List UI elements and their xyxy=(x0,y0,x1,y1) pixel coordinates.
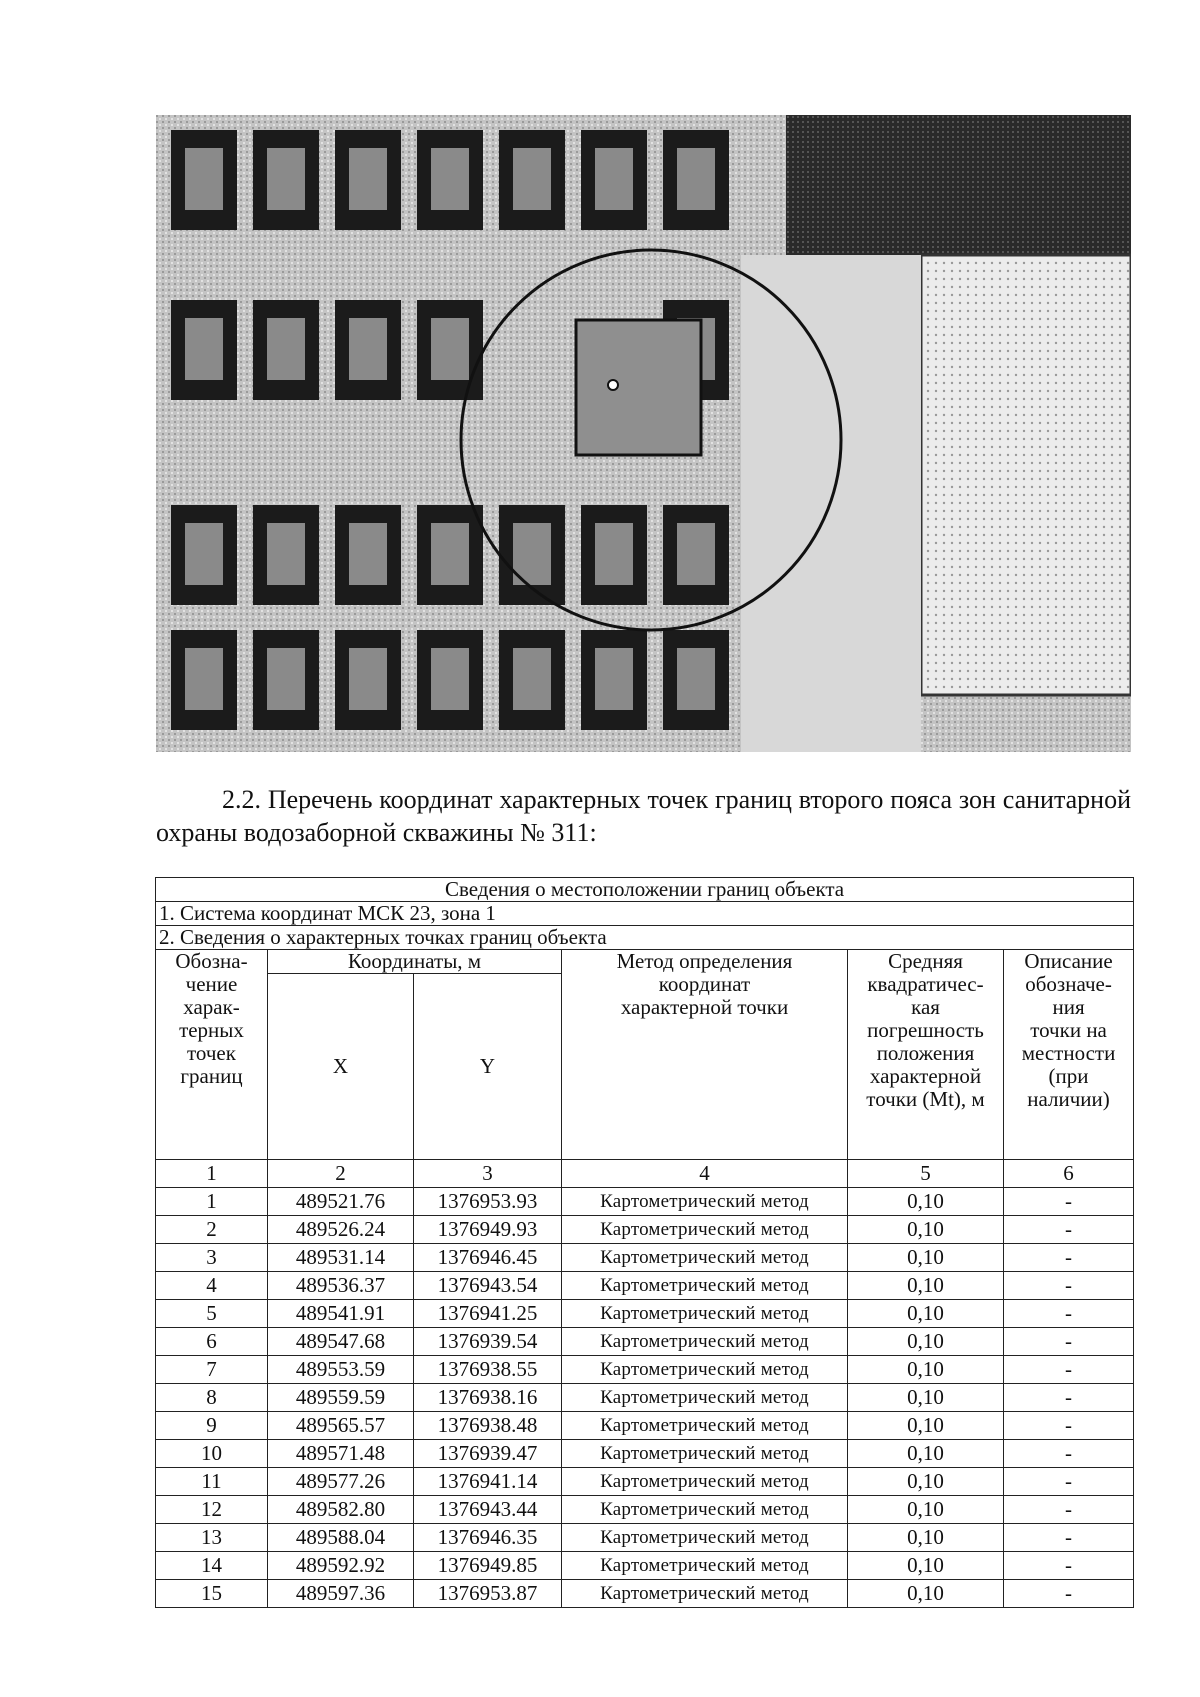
point-number: 4 xyxy=(156,1272,268,1300)
method: Картометрический метод xyxy=(562,1356,848,1384)
method: Картометрический метод xyxy=(562,1188,848,1216)
column-number: 2 xyxy=(268,1160,414,1188)
column-number: 6 xyxy=(1004,1160,1134,1188)
building-roof xyxy=(185,648,223,710)
building-roof xyxy=(431,523,469,585)
method: Картометрический метод xyxy=(562,1496,848,1524)
coord-y: 1376949.93 xyxy=(414,1216,562,1244)
building-roof xyxy=(267,318,305,380)
column-number: 1 xyxy=(156,1160,268,1188)
building-roof xyxy=(185,318,223,380)
building-roof xyxy=(267,648,305,710)
coord-y: 1376943.44 xyxy=(414,1496,562,1524)
mean-error: 0,10 xyxy=(848,1580,1004,1608)
point-number: 8 xyxy=(156,1384,268,1412)
coord-y: 1376941.25 xyxy=(414,1300,562,1328)
description: - xyxy=(1004,1384,1134,1412)
coord-y: 1376953.93 xyxy=(414,1188,562,1216)
method: Картометрический метод xyxy=(562,1384,848,1412)
method: Картометрический метод xyxy=(562,1468,848,1496)
description: - xyxy=(1004,1300,1134,1328)
table-row xyxy=(156,1552,1134,1580)
point-number: 10 xyxy=(156,1440,268,1468)
point-number: 6 xyxy=(156,1328,268,1356)
building-roof xyxy=(267,523,305,585)
header-description: Описание обозначе- ния точки на местности (при наличии) xyxy=(1004,950,1134,1160)
header-x: X xyxy=(268,974,414,1160)
coord-x: 489577.26 xyxy=(268,1468,414,1496)
description: - xyxy=(1004,1496,1134,1524)
coord-x: 489531.14 xyxy=(268,1244,414,1272)
coord-y: 1376953.87 xyxy=(414,1580,562,1608)
building-roof xyxy=(677,148,715,210)
table-row xyxy=(156,1216,1134,1244)
method: Картометрический метод xyxy=(562,1440,848,1468)
method: Картометрический метод xyxy=(562,1244,848,1272)
table-row xyxy=(156,1328,1134,1356)
coord-y: 1376939.54 xyxy=(414,1328,562,1356)
description: - xyxy=(1004,1356,1134,1384)
point-number: 1 xyxy=(156,1188,268,1216)
coord-y: 1376946.45 xyxy=(414,1244,562,1272)
coord-x: 489547.68 xyxy=(268,1328,414,1356)
mean-error: 0,10 xyxy=(848,1384,1004,1412)
coord-y: 1376938.48 xyxy=(414,1412,562,1440)
table-row xyxy=(156,1440,1134,1468)
method: Картометрический метод xyxy=(562,1328,848,1356)
description: - xyxy=(1004,1272,1134,1300)
description: - xyxy=(1004,1468,1134,1496)
building-roof xyxy=(677,648,715,710)
method: Картометрический метод xyxy=(562,1300,848,1328)
point-number: 15 xyxy=(156,1580,268,1608)
building-roof xyxy=(595,523,633,585)
point-number: 12 xyxy=(156,1496,268,1524)
coordinates-table xyxy=(155,877,1134,1608)
building-roof xyxy=(431,148,469,210)
building-roof xyxy=(677,523,715,585)
point-number: 3 xyxy=(156,1244,268,1272)
coord-x: 489571.48 xyxy=(268,1440,414,1468)
mean-error: 0,10 xyxy=(848,1440,1004,1468)
coord-x: 489541.91 xyxy=(268,1300,414,1328)
description: - xyxy=(1004,1244,1134,1272)
table-title: Сведения о местоположении границ объекта xyxy=(156,878,1134,902)
mean-error: 0,10 xyxy=(848,1216,1004,1244)
coord-y: 1376939.47 xyxy=(414,1440,562,1468)
coord-y: 1376941.14 xyxy=(414,1468,562,1496)
table-row xyxy=(156,1412,1134,1440)
description: - xyxy=(1004,1524,1134,1552)
building-roof xyxy=(267,148,305,210)
building-roof xyxy=(349,148,387,210)
coord-x: 489521.76 xyxy=(268,1188,414,1216)
header-error: Средняя квадратичес- кая погрешность положения характерной точки (Mt), м xyxy=(848,950,1004,1160)
description: - xyxy=(1004,1412,1134,1440)
table-row xyxy=(156,1300,1134,1328)
description: - xyxy=(1004,1216,1134,1244)
building-roof xyxy=(595,648,633,710)
table-row xyxy=(156,1468,1134,1496)
column-number: 3 xyxy=(414,1160,562,1188)
coord-x: 489526.24 xyxy=(268,1216,414,1244)
coord-y: 1376949.85 xyxy=(414,1552,562,1580)
coordinate-system-line: 1. Система координат МСК 23, зона 1 xyxy=(156,902,1134,926)
description: - xyxy=(1004,1188,1134,1216)
method: Картометрический метод xyxy=(562,1412,848,1440)
column-number: 5 xyxy=(848,1160,1004,1188)
coord-x: 489559.59 xyxy=(268,1384,414,1412)
header-coordinates: Координаты, м xyxy=(268,950,562,974)
description: - xyxy=(1004,1580,1134,1608)
table-row xyxy=(156,1496,1134,1524)
method: Картометрический метод xyxy=(562,1552,848,1580)
mean-error: 0,10 xyxy=(848,1412,1004,1440)
table-row xyxy=(156,1580,1134,1608)
method: Картометрический метод xyxy=(562,1524,848,1552)
point-number: 7 xyxy=(156,1356,268,1384)
coord-y: 1376938.55 xyxy=(414,1356,562,1384)
caption-text: 2.2. Перечень координат характерных точек границ второго пояса зон санитарной охраны водозаборной скважины № 311: xyxy=(156,785,1131,847)
mean-error: 0,10 xyxy=(848,1468,1004,1496)
building-roof xyxy=(595,148,633,210)
coord-y: 1376938.16 xyxy=(414,1384,562,1412)
building-roof xyxy=(185,523,223,585)
column-numbers-row xyxy=(156,1160,1134,1188)
mean-error: 0,10 xyxy=(848,1328,1004,1356)
method: Картометрический метод xyxy=(562,1580,848,1608)
table-row xyxy=(156,1188,1134,1216)
coord-y: 1376943.54 xyxy=(414,1272,562,1300)
coord-x: 489536.37 xyxy=(268,1272,414,1300)
table-row xyxy=(156,1384,1134,1412)
method: Картометрический метод xyxy=(562,1272,848,1300)
coord-x: 489582.80 xyxy=(268,1496,414,1524)
coord-x: 489592.92 xyxy=(268,1552,414,1580)
header-y: Y xyxy=(414,974,562,1160)
points-info-line: 2. Сведения о характерных точках границ объекта xyxy=(156,926,1134,950)
point-number: 9 xyxy=(156,1412,268,1440)
coord-y: 1376946.35 xyxy=(414,1524,562,1552)
table-row xyxy=(156,1356,1134,1384)
mean-error: 0,10 xyxy=(848,1524,1004,1552)
description: - xyxy=(1004,1328,1134,1356)
coord-x: 489597.36 xyxy=(268,1580,414,1608)
mean-error: 0,10 xyxy=(848,1188,1004,1216)
point-number: 5 xyxy=(156,1300,268,1328)
header-method: Метод определения координат характерной точки xyxy=(562,950,848,1160)
mean-error: 0,10 xyxy=(848,1272,1004,1300)
mean-error: 0,10 xyxy=(848,1552,1004,1580)
building-roof xyxy=(513,648,551,710)
header-point: Обозна- чение харак- терных точек границ xyxy=(156,950,268,1160)
mean-error: 0,10 xyxy=(848,1356,1004,1384)
point-number: 11 xyxy=(156,1468,268,1496)
description: - xyxy=(1004,1440,1134,1468)
building-roof xyxy=(513,148,551,210)
aerial-map-icon xyxy=(156,115,1131,752)
building-roof xyxy=(349,648,387,710)
point-number: 2 xyxy=(156,1216,268,1244)
method: Картометрический метод xyxy=(562,1216,848,1244)
mean-error: 0,10 xyxy=(848,1300,1004,1328)
coord-x: 489553.59 xyxy=(268,1356,414,1384)
description: - xyxy=(1004,1552,1134,1580)
point-number: 13 xyxy=(156,1524,268,1552)
section-caption xyxy=(156,783,1131,849)
table-row xyxy=(156,1244,1134,1272)
building-roof xyxy=(349,318,387,380)
mean-error: 0,10 xyxy=(848,1244,1004,1272)
table-row xyxy=(156,1524,1134,1552)
building-roof xyxy=(431,318,469,380)
mean-error: 0,10 xyxy=(848,1496,1004,1524)
aerial-map xyxy=(156,115,1131,752)
building-roof xyxy=(349,523,387,585)
column-number: 4 xyxy=(562,1160,848,1188)
coord-x: 489588.04 xyxy=(268,1524,414,1552)
point-number: 14 xyxy=(156,1552,268,1580)
building-roof xyxy=(185,148,223,210)
coord-x: 489565.57 xyxy=(268,1412,414,1440)
building-roof xyxy=(431,648,469,710)
table-row xyxy=(156,1272,1134,1300)
